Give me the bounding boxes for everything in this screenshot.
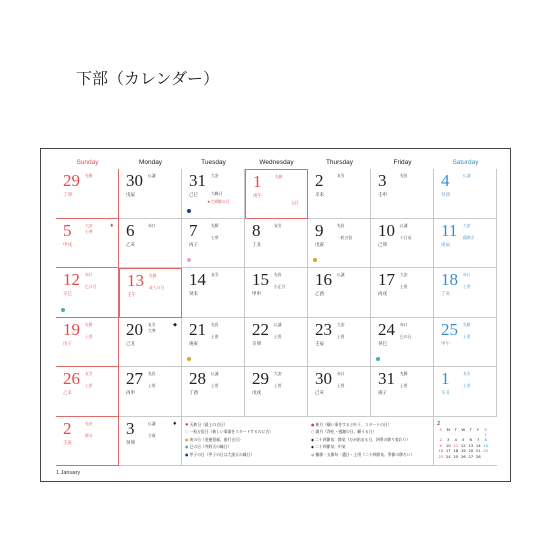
day-number: 26 — [63, 369, 80, 388]
day-note: 土用 — [211, 333, 219, 339]
legend-symbol-icon: ● — [185, 436, 189, 442]
day-sexagenary: 己亥 — [315, 391, 324, 396]
day-sexagenary: 辛丑 — [441, 391, 450, 396]
mini-day: 17 — [445, 448, 451, 454]
day-cell[interactable] — [371, 318, 434, 368]
day-note: 先負 — [274, 272, 282, 277]
day-number: 11 — [441, 220, 458, 240]
day-number: 30 — [315, 369, 332, 388]
day-note: 巳の日 — [400, 333, 412, 339]
day-sexagenary: 甲申 — [252, 292, 261, 297]
day-sexagenary: 癸酉 — [441, 193, 450, 198]
day-sexagenary: 己卯 — [378, 242, 387, 248]
legend-symbol-icon: ♥ — [185, 421, 189, 427]
day-marker-dot — [61, 308, 65, 312]
day-note: 大安 — [463, 222, 471, 228]
day-number: 12 — [63, 270, 80, 289]
day-number: 4 — [441, 171, 450, 190]
solar-term-icon: ♦ — [172, 420, 177, 427]
day-sexagenary: 庚辰 — [441, 242, 450, 248]
mini-week-row — [437, 453, 490, 458]
mini-day: 2 — [439, 437, 442, 443]
day-note: 土用 — [463, 333, 471, 339]
mini-day: 11 — [453, 442, 459, 448]
legend-item — [311, 437, 410, 443]
day-cell[interactable] — [56, 417, 119, 467]
day-note: 友引 — [463, 371, 471, 376]
legend-text: 雑節・五節句・選日・土用（二十四節気、季節の移ろい） — [314, 451, 415, 457]
legend-text: 新月（願い事をすると叶う、スタートの日） — [314, 421, 392, 427]
mini-day: 21 — [475, 448, 481, 454]
mini-day: 3 — [447, 437, 450, 443]
day-marker-dot — [187, 258, 191, 262]
day-cell[interactable] — [56, 169, 119, 219]
day-sexagenary: 丁酉 — [189, 391, 198, 396]
mini-header-cell: F — [477, 426, 480, 432]
mini-day: 28 — [475, 453, 481, 459]
weekday-header — [56, 159, 497, 169]
day-note: 節分 — [85, 432, 93, 438]
day-cell[interactable] — [371, 268, 434, 318]
mini-day: 13 — [468, 442, 474, 448]
day-note: 友引 — [211, 272, 219, 277]
day-number: 18 — [441, 270, 458, 289]
day-cell[interactable] — [56, 219, 119, 269]
day-sexagenary: 戊子 — [63, 341, 72, 347]
day-event: ★大掃除の日 — [207, 199, 230, 204]
mini-day: 16 — [438, 448, 444, 454]
mini-header-cell: T — [469, 426, 472, 432]
day-event: 元日 — [291, 200, 299, 205]
day-sexagenary: 己巳 — [189, 193, 198, 198]
day-cell[interactable] — [119, 367, 182, 417]
day-cell[interactable] — [245, 219, 308, 269]
solar-term-icon: ◆ — [173, 321, 177, 328]
legend-text: 満月（浄化・感謝の日、願うる日） — [314, 429, 377, 434]
mini-day: 15 — [483, 442, 489, 448]
legend-item — [311, 422, 391, 428]
mini-day: 4 — [454, 437, 457, 443]
legend-symbol-icon: ◆ — [311, 436, 314, 442]
day-note: 土用 — [400, 383, 408, 388]
day-note: 先負 — [148, 371, 156, 376]
legend-symbol-icon: ○ — [311, 429, 315, 434]
calendar-grid — [56, 169, 497, 466]
day-number: 13 — [127, 271, 144, 290]
day-sexagenary: 丁丑 — [252, 242, 261, 248]
legend-text: 寅の日（金運招福、旅行吉日） — [188, 436, 243, 442]
solar-term-icon: ♦ — [109, 222, 114, 229]
day-number: 29 — [63, 171, 80, 190]
mini-day: 20 — [468, 448, 474, 454]
legend-item — [185, 422, 228, 428]
legend-text: 一粒万倍日（新しい事業をスタートするのに吉） — [188, 429, 273, 434]
day-cell[interactable] — [182, 169, 245, 219]
day-cell[interactable] — [119, 318, 182, 368]
day-number: 1 — [441, 369, 450, 388]
day-sexagenary: 庚午 — [253, 194, 262, 199]
day-sexagenary: 丙申 — [126, 391, 135, 396]
day-note: 先勝 — [211, 222, 219, 228]
weekday-thursday: Thursday — [325, 159, 354, 166]
day-sexagenary: 乙未 — [63, 391, 72, 396]
day-number: 22 — [252, 319, 269, 339]
legend-symbol-icon: ● — [185, 451, 189, 457]
day-number: 6 — [126, 220, 135, 240]
day-note: 大寒 — [148, 327, 156, 333]
day-number: 29 — [252, 369, 269, 388]
legend-text: 巳の日（弁財天の縁日） — [188, 444, 232, 449]
day-cell[interactable] — [308, 219, 371, 269]
day-note: 赤口 — [400, 321, 408, 327]
day-note: 先負 — [211, 321, 219, 327]
day-number: 3 — [378, 171, 387, 190]
day-number: 28 — [189, 369, 206, 388]
day-note: 土用 — [400, 284, 408, 289]
day-note: 大安 — [85, 222, 93, 228]
legend-item — [185, 437, 243, 443]
day-note: 土用 — [85, 383, 93, 388]
mini-header-cell: S — [439, 426, 442, 432]
day-sexagenary: 戊辰 — [126, 193, 135, 198]
day-note: 一粒万倍 — [337, 234, 353, 240]
day-note: 土用 — [337, 383, 345, 388]
day-note: 土用 — [463, 284, 471, 289]
legend-text: 二十四節気：節気（万が始まる日、四季の移り変わり） — [313, 436, 411, 442]
weekday-tuesday: Tuesday — [201, 159, 226, 166]
mini-day: 22 — [483, 448, 489, 454]
day-note: 仏滅 — [148, 420, 156, 426]
mini-day — [482, 453, 490, 458]
day-note: 土用 — [274, 333, 282, 339]
day-cell[interactable] — [308, 268, 371, 318]
day-note: 先勝 — [400, 371, 408, 376]
day-marker-dot — [313, 258, 317, 262]
day-cell[interactable] — [245, 169, 308, 219]
mini-day: 18 — [453, 448, 459, 454]
day-number: 20 — [126, 319, 143, 339]
day-note: 土用 — [337, 333, 345, 339]
legend-text: 天赦日（最上の吉日） — [188, 421, 228, 427]
day-note: 大安 — [337, 321, 345, 327]
day-cell[interactable] — [182, 318, 245, 368]
mini-header-cell: S — [484, 426, 487, 432]
legend-item — [185, 429, 273, 435]
day-number: 16 — [315, 270, 332, 289]
mini-day: 8 — [484, 437, 487, 443]
day-cell[interactable] — [434, 268, 497, 318]
day-note: 赤口 — [148, 222, 156, 228]
day-sexagenary: 庚子 — [378, 391, 387, 396]
day-marker-dot — [376, 357, 380, 361]
day-number: 25 — [441, 319, 458, 339]
day-number: 7 — [189, 220, 198, 240]
mini-day: 27 — [468, 453, 474, 459]
day-cell[interactable] — [434, 219, 497, 269]
legend-item — [311, 444, 346, 450]
day-note: 鏡開き — [463, 234, 475, 240]
day-number: 19 — [63, 319, 80, 339]
day-cell[interactable] — [245, 367, 308, 417]
day-note: 土用 — [85, 333, 93, 339]
day-number: 31 — [189, 171, 206, 190]
mini-day: 19 — [460, 448, 466, 454]
legend-item — [311, 452, 414, 458]
day-number: 2 — [315, 171, 324, 190]
day-note: 赤口 — [85, 272, 93, 277]
day-sexagenary: 乙酉 — [315, 292, 324, 297]
day-sexagenary: 丁亥 — [441, 292, 450, 297]
mini-day: 10 — [445, 442, 451, 448]
day-sexagenary: 壬申 — [378, 193, 387, 198]
mini-calendar-table — [437, 427, 490, 459]
day-sexagenary: 戊寅 — [315, 242, 324, 248]
day-sexagenary: 丁卯 — [63, 193, 72, 198]
day-cell[interactable] — [434, 367, 497, 417]
mini-day: 1 — [484, 432, 487, 438]
day-note: 先負 — [337, 222, 345, 228]
day-cell[interactable] — [245, 318, 308, 368]
weekday-saturday: Saturday — [452, 159, 479, 166]
day-note: 先負 — [85, 420, 93, 426]
day-note: 先勝 — [463, 321, 471, 327]
day-marker-dot — [187, 357, 191, 361]
day-number: 2 — [63, 418, 72, 438]
day-number: 27 — [126, 369, 143, 388]
day-note: 小寒 — [85, 228, 93, 234]
day-note: 七草 — [211, 234, 219, 240]
day-sexagenary: 甲午 — [441, 341, 450, 347]
day-sexagenary: 乙亥 — [126, 242, 135, 248]
legend-symbol-icon: ● — [311, 451, 315, 457]
day-number: 14 — [189, 270, 206, 289]
day-note: 友引 — [274, 222, 282, 228]
day-number: 21 — [189, 319, 206, 339]
day-number: 9 — [315, 220, 324, 240]
day-sexagenary: 辛未 — [315, 193, 324, 198]
mini-header-cell: M — [446, 426, 450, 432]
weekday-monday: Monday — [138, 159, 163, 166]
day-sexagenary: 己丑 — [126, 341, 135, 347]
legend-symbol-icon: ● — [311, 421, 315, 427]
day-cell[interactable] — [119, 268, 182, 318]
day-sexagenary: 壬午 — [127, 293, 136, 298]
day-cell[interactable] — [56, 367, 119, 417]
mini-month-label: 2 — [437, 420, 441, 427]
day-note: 大安 — [211, 173, 219, 178]
legend-item — [185, 452, 254, 458]
day-sexagenary: 壬辰 — [315, 341, 324, 347]
day-note: 仏滅 — [211, 371, 219, 376]
day-number: 31 — [378, 369, 395, 388]
day-note: 赤口 — [337, 371, 345, 376]
day-sexagenary: 丙子 — [189, 242, 198, 248]
day-note: 土用 — [274, 383, 282, 388]
day-sexagenary: 癸未 — [189, 292, 198, 297]
day-cell[interactable] — [434, 169, 497, 219]
day-sexagenary: 丙戌 — [378, 292, 387, 297]
day-note: 先勝 — [85, 173, 93, 178]
day-sexagenary: 戊戌 — [252, 391, 261, 396]
day-sexagenary: 辛巳 — [63, 292, 72, 297]
mini-day: 25 — [453, 453, 459, 459]
day-number: 8 — [252, 220, 261, 240]
day-cell[interactable] — [371, 219, 434, 269]
mini-day: 7 — [477, 437, 480, 443]
day-cell[interactable] — [308, 318, 371, 368]
weekday-wednesday: Wednesday — [259, 159, 294, 166]
legend-item — [311, 429, 376, 435]
day-note: 仏滅 — [148, 173, 156, 178]
day-cell[interactable] — [371, 367, 434, 417]
weekday-friday: Friday — [393, 159, 412, 166]
legend-text: 甲子の日（甲子の日は大黒天の縁日） — [188, 451, 255, 457]
day-note: 土用 — [148, 383, 156, 388]
day-number: 17 — [378, 270, 395, 289]
day-cell[interactable] — [308, 169, 371, 219]
day-note: 先勝 — [85, 321, 93, 327]
mini-calendar — [434, 417, 497, 467]
day-note: 仏滅 — [274, 321, 282, 327]
day-cell[interactable] — [56, 318, 119, 368]
day-sexagenary: 庚寅 — [189, 341, 198, 347]
day-note: 先負 — [400, 173, 408, 178]
day-cell[interactable] — [119, 169, 182, 219]
day-number: 23 — [315, 319, 332, 339]
mini-day: 9 — [439, 442, 442, 448]
day-note: 小正月 — [274, 284, 286, 289]
mini-calendar-inner — [437, 421, 495, 459]
day-sexagenary: 壬寅 — [63, 440, 72, 446]
day-note: 赤口 — [463, 272, 471, 277]
mini-day: 5 — [462, 437, 465, 443]
day-number: 24 — [378, 319, 395, 339]
day-note: 仏滅 — [400, 222, 408, 228]
legend-box — [182, 417, 434, 467]
page-title: 下部（カレンダー） — [76, 69, 219, 88]
legend-item — [185, 444, 231, 450]
day-number: 10 — [378, 220, 395, 240]
day-note: 巳の日 — [85, 284, 97, 289]
day-cell[interactable] — [119, 417, 182, 467]
day-note: 土用 — [463, 383, 471, 388]
day-note: 土用 — [211, 383, 219, 388]
mini-day: 26 — [460, 453, 466, 459]
day-sexagenary: 癸卯 — [126, 440, 135, 446]
weekday-sunday: Sunday — [76, 159, 99, 166]
day-sexagenary: 癸巳 — [378, 341, 387, 347]
day-note: 仏滅 — [337, 272, 345, 277]
day-marker-dot — [187, 209, 191, 213]
day-note: 大安 — [274, 371, 282, 376]
day-note: 大晦日 — [211, 191, 223, 196]
day-note: 十日戎 — [400, 234, 412, 240]
mini-day: 6 — [469, 437, 472, 443]
legend-symbol-icon: ◆ — [311, 444, 314, 449]
day-note: 先勝 — [275, 174, 283, 179]
calendar-sheet — [40, 148, 511, 482]
day-note: 立春 — [148, 432, 156, 438]
day-sexagenary: 辛卯 — [252, 341, 261, 347]
day-cell[interactable] — [434, 318, 497, 368]
day-number: 3 — [126, 418, 135, 438]
mini-day: 23 — [438, 453, 444, 459]
day-number: 1 — [253, 172, 262, 191]
legend-symbol-icon: ● — [185, 444, 189, 449]
day-note: 先勝 — [149, 273, 157, 278]
day-cell[interactable] — [182, 219, 245, 269]
day-cell[interactable] — [56, 268, 119, 318]
day-note: 友引 — [337, 173, 345, 178]
day-note: 友引 — [148, 321, 156, 327]
mini-day: 24 — [445, 453, 451, 459]
day-cell[interactable] — [182, 367, 245, 417]
mini-day: 14 — [475, 442, 481, 448]
mini-header-cell: W — [461, 426, 466, 432]
day-note: 成人の日 — [149, 285, 165, 290]
day-sexagenary: 甲戌 — [63, 242, 72, 248]
day-note: 大安 — [400, 272, 408, 277]
day-cell[interactable] — [182, 268, 245, 318]
day-number: 5 — [63, 220, 72, 240]
day-note: 仏滅 — [463, 173, 471, 178]
mini-header-cell: T — [454, 426, 457, 432]
day-number: 15 — [252, 270, 269, 289]
day-note: 友引 — [85, 371, 93, 376]
day-cell[interactable] — [245, 268, 308, 318]
month-footer: 1 January — [56, 470, 81, 476]
day-number: 30 — [126, 171, 143, 190]
day-cell[interactable] — [371, 169, 434, 219]
legend-symbol-icon: ○ — [185, 429, 189, 434]
day-cell[interactable] — [119, 219, 182, 269]
legend-text: 二十四節気：中気 — [313, 444, 346, 449]
day-cell[interactable] — [308, 367, 371, 417]
mini-day: 12 — [460, 442, 466, 448]
